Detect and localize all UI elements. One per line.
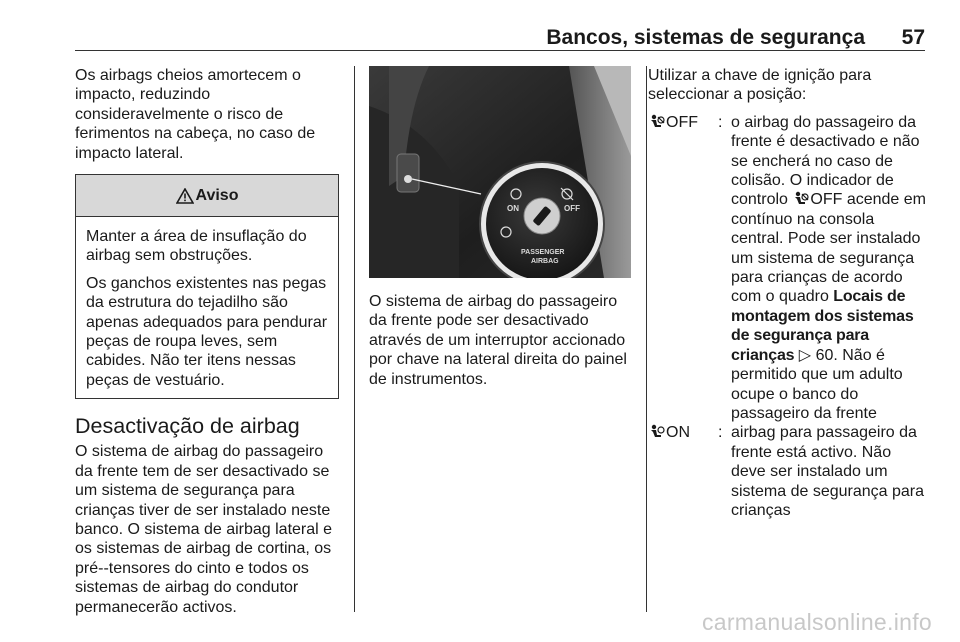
positions-intro: Utilizar a chave de ignição para seleccionar a posição: <box>648 67 872 104</box>
airbag-on-icon <box>648 424 666 439</box>
page-title: Bancos, sistemas de segurança <box>546 26 865 49</box>
position-key-off <box>648 113 718 424</box>
column-divider-1 <box>354 66 355 612</box>
position-key-on-label: ON <box>666 424 690 442</box>
warning-header <box>76 175 338 217</box>
page-number: 57 <box>901 26 925 49</box>
airbag-off-icon <box>648 114 666 129</box>
section-paragraph: O sistema de airbag do passageiro da frente tem de ser desactivado se um sistema de segurança para crianças tiver de ser instalado neste banco. O sistema de airbag lateral e os sistemas de airbag de cortina, os pré--tensores do cinto e todos os sistemas de airbag do condutor permanecerão activos. <box>75 443 333 616</box>
figure-caption: O sistema de airbag do passageiro da frente pode ser desactivado através de um interruptor accionado por chave na lateral direita do painel de instrumentos. <box>369 293 627 388</box>
position-colon: : <box>718 113 723 131</box>
off-text-part: o airbag do passageiro da frente é desactivado e não se encherá no caso de colisão. O indicador de controlo <box>731 113 920 209</box>
position-key-on <box>648 423 718 520</box>
switch-off-label: OFF <box>564 204 580 213</box>
position-item-off <box>648 113 928 424</box>
airbag-switch-photo <box>369 66 631 278</box>
page-reference[interactable]: 60 <box>815 346 834 364</box>
switch-on-label: ON <box>507 204 519 213</box>
watermark: carmanualsonline.info <box>701 609 932 635</box>
off-indicator-label: OFF <box>810 191 843 209</box>
page-header <box>75 0 925 52</box>
column-right <box>648 66 928 520</box>
warning-paragraph-1: Manter a área de insuflação do airbag sem obstruções. <box>86 228 307 265</box>
position-text-off <box>731 113 928 424</box>
warning-title: Aviso <box>195 186 239 204</box>
intro-paragraph: Os airbags cheios amortecem o impacto, reduzindo consideravelmente o risco de ferimentos na cabeça, no caso de impacto lateral. <box>75 67 316 162</box>
off-text-part: acende em contínuo na consola central. Pode ser instalado um sistema de segurança para crianças de acordo com o quadro <box>731 191 926 306</box>
warning-body <box>76 217 338 398</box>
switch-passenger-label: PASSENGER <box>521 249 565 256</box>
off-text-part: . Não é permitido que um adulto ocupe o banco do passageiro da frente <box>731 346 903 422</box>
warning-box <box>75 174 339 399</box>
header-rule <box>75 50 925 51</box>
cross-reference-link[interactable]: Locais de montagem dos sistemas de segurança para crianças <box>731 288 914 364</box>
column-divider-2 <box>646 66 647 612</box>
airbag-off-indicator-icon <box>792 191 810 206</box>
column-left <box>75 66 339 617</box>
column-middle <box>369 66 631 389</box>
switch-airbag-label: AIRBAG <box>531 258 559 265</box>
position-key-off-label: OFF <box>666 113 698 131</box>
section-heading: Desactivação de airbag <box>75 414 300 439</box>
airbag-switch-illustration <box>369 66 631 278</box>
position-item-on <box>648 423 928 520</box>
warning-triangle-icon <box>176 188 194 204</box>
position-colon: : <box>718 424 723 442</box>
page-ref-arrow-icon: ▷ <box>798 346 812 364</box>
position-text-on: airbag para passageiro da frente está activo. Não deve ser instalado um sistema de segurança para crianças <box>731 424 924 519</box>
warning-paragraph-2: Os ganchos existentes nas pegas da estrutura do tejadilho são apenas adequados para pendurar peças de roupa leves, sem cabides. Não ter itens nessas peças de vestuário. <box>86 274 328 389</box>
